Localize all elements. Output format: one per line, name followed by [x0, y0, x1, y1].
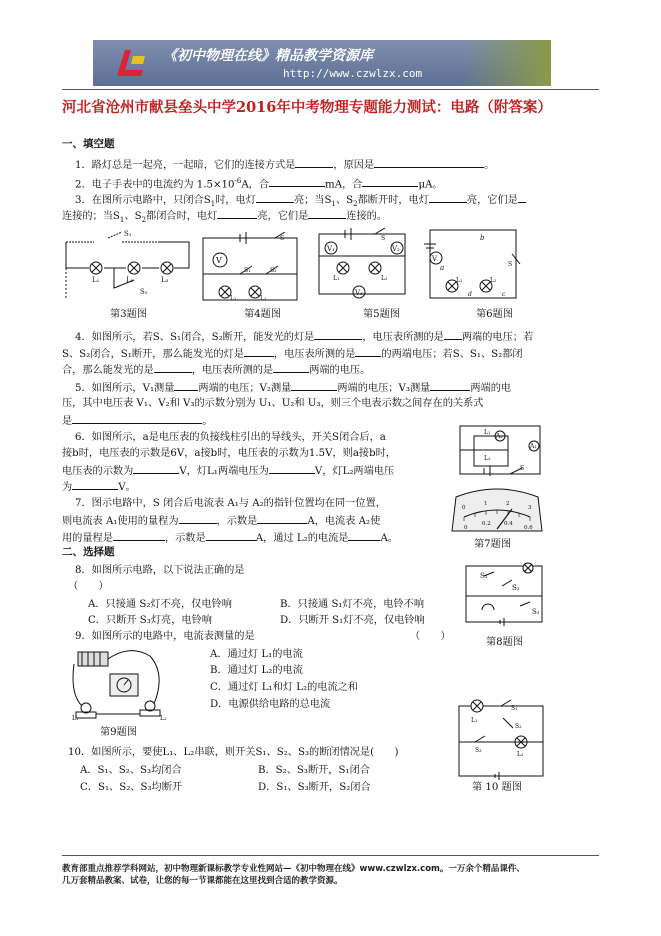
- question-9-paren: （ ）: [410, 631, 451, 642]
- svg-text:S₁: S₁: [244, 267, 251, 274]
- svg-text:L₁: L₁: [471, 717, 478, 724]
- svg-text:V₁: V₁: [327, 245, 335, 253]
- question-5-line-2: 压，其中电压表 V₁、V₂和 V₃的示数分别为 U₁、U₂和 U₃，则三个电表示数之间存在的关系式: [62, 398, 484, 409]
- page-title: 河北省沧州市献县垒头中学2016年中考物理专题能力测试：电路（附答案）: [62, 99, 552, 116]
- svg-text:V: V: [432, 255, 438, 263]
- svg-text:L₂: L₂: [517, 751, 524, 758]
- svg-text:S₃: S₃: [532, 608, 540, 616]
- footer-rule: [62, 855, 599, 856]
- sunflower-image: [461, 40, 551, 86]
- question-9-option-c[interactable]: C．通过灯 L₁和灯 L₂的电流之和: [210, 682, 359, 693]
- dial-scale-upper-1: 1: [484, 501, 488, 507]
- svg-text:S₂: S₂: [515, 723, 522, 730]
- question-10-option-c[interactable]: C．S₁、S₂、S₃均断开: [80, 782, 183, 793]
- logo-icon: [113, 46, 149, 80]
- svg-text:L₂: L₂: [126, 276, 134, 284]
- figure-10-caption: 第 10 题图: [472, 782, 523, 793]
- dial-scale-upper-2: 2: [506, 501, 510, 507]
- figure-3-caption: 第3题图: [110, 309, 148, 320]
- figure-8-caption: 第8题图: [486, 637, 524, 648]
- svg-text:L₂: L₂: [160, 715, 167, 722]
- svg-text:V: V: [216, 256, 222, 265]
- svg-text:L₂: L₂: [381, 275, 388, 282]
- question-5-line-1: 5．如图所示，V₁测量 两端的电压；V₂测量 两端的电压；V₃测量 两端的电: [75, 380, 511, 395]
- svg-text:L₂: L₂: [490, 277, 497, 284]
- question-10-option-d[interactable]: D．S₁、S₃断开，S₂闭合: [258, 782, 371, 793]
- header-rule: [62, 89, 599, 90]
- svg-text:L₁: L₁: [72, 715, 79, 722]
- question-7-line-3: 用的量程是 ，示数是 A，通过 L₂的电流是 A。: [62, 530, 398, 545]
- svg-text:S₂: S₂: [512, 584, 520, 592]
- svg-text:S₁: S₁: [124, 230, 132, 238]
- section-fill-blank: 一、填空题: [62, 138, 115, 150]
- question-8-paren: （ ）: [68, 581, 109, 592]
- footer-line-2: 几万套精品教案、试卷，让您的每一节课都能在这里找到合适的教学资源。: [62, 876, 343, 886]
- question-9-option-b[interactable]: B．通过灯 L₂的电流: [210, 665, 303, 676]
- question-10-stem: 10．如图所示，要使L₁、L₂串联，则开关S₁、S₂、S₃的断闭情况是( ): [68, 747, 399, 758]
- svg-text:S: S: [381, 235, 386, 242]
- svg-text:S: S: [280, 235, 285, 242]
- footer-text: [62, 863, 525, 887]
- svg-text:L₁: L₁: [92, 276, 100, 284]
- figure-9-caption: 第9题图: [100, 727, 138, 738]
- figure-4: [200, 232, 300, 304]
- footer-line-1: 教育部重点推荐学科网站，初中物理新课标教学专业性网站—《初中物理在线》www.czwlzx.com。一万余个精品课件、: [62, 864, 525, 874]
- question-9-option-a[interactable]: A．通过灯 L₁的电流: [210, 649, 303, 660]
- figure-7-ammeter-dial: [450, 487, 545, 535]
- svg-text:A₁: A₁: [530, 443, 537, 450]
- figure-5: [315, 226, 410, 304]
- question-9-stem: 9．如图所示的电路中，电流表测量的是: [75, 631, 255, 642]
- svg-text:b: b: [480, 234, 485, 242]
- svg-text:L₁: L₁: [484, 429, 491, 436]
- svg-text:S₂: S₂: [270, 267, 277, 274]
- question-8-stem: 8．如图所示电路，以下说法正确的是: [75, 565, 245, 576]
- figure-5-caption: 第5题图: [363, 309, 401, 320]
- svg-text:S₁: S₁: [511, 705, 518, 712]
- question-6-line-4: 为 V。: [62, 479, 136, 494]
- question-6-line-3: 电压表的示数为 V，灯L₁两端电压为 V，灯L₂两端电压: [62, 463, 394, 478]
- question-8-option-c[interactable]: C．只断开 S₃灯亮，电铃响: [88, 615, 212, 626]
- question-8-option-d[interactable]: D．只断开 S₁灯不亮，仅电铃响: [280, 615, 425, 626]
- question-2: 2．电子手表中的电流约为 $1.5\times 10^{-6}A$，合 mA，合 μA。: [75, 177, 443, 191]
- banner-url[interactable]: http://www.czwlzx.com: [283, 67, 423, 80]
- question-4-line-2: S、S₂闭合，S₁断开，那么能发光的灯是 ，电压表所测的是 的两端电压；若S、S₁、S₂都闭: [62, 346, 523, 361]
- question-6-line-2: 接b时，电压表的示数是6V，a接b时，电压表的示数为1.5V，则a接b时，: [62, 448, 396, 459]
- question-3-line-1: 3．在图所示电路中，只闭合$S_1$时，电灯 亮；当$S_1$、$S_2$都断开时，电灯 亮，它们是: [75, 192, 526, 211]
- section-multiple-choice: 二、选择题: [62, 546, 115, 558]
- dial-scale-lower-0: 0: [464, 525, 468, 531]
- svg-text:L₁: L₁: [230, 295, 237, 302]
- question-10-option-b[interactable]: B．S₂、S₃断开，S₁闭合: [258, 765, 370, 776]
- figure-3: [64, 228, 194, 303]
- svg-text:L₁: L₁: [456, 277, 463, 284]
- banner-title: 《初中物理在线》精品教学资源库: [163, 48, 373, 64]
- question-3-line-2: 连接的；当$S_1$、$S_2$都闭合时，电灯 亮，它们是 连接的。: [62, 208, 387, 227]
- figure-7-caption: 第7题图: [474, 539, 512, 550]
- svg-text:L₃: L₃: [161, 276, 169, 284]
- svg-text:V₂: V₂: [392, 245, 400, 253]
- question-8-option-a[interactable]: A．只接通 S₂灯不亮，仅电铃响: [88, 599, 232, 610]
- svg-text:d: d: [468, 291, 472, 298]
- svg-text:L₂: L₂: [260, 295, 267, 302]
- figure-10: [455, 698, 547, 780]
- figure-8: [462, 562, 547, 628]
- svg-text:S: S: [508, 261, 513, 268]
- svg-text:S: S: [520, 465, 525, 472]
- svg-text:V₃: V₃: [355, 289, 363, 297]
- question-6-line-1: 6．如图所示，a是电压表的负接线柱引出的导线头，开关S闭合后，a: [75, 432, 386, 443]
- question-7-line-1: 7．图示电路中，S 闭合后电流表 A₁与 A₂的指针位置均在同一位置，: [75, 498, 386, 509]
- dial-scale-upper-0: 0: [462, 505, 466, 511]
- dial-scale-lower-2: 0.4: [504, 521, 513, 527]
- figure-6-caption: 第6题图: [476, 309, 514, 320]
- svg-text:S₃: S₃: [475, 747, 482, 754]
- svg-text:S₁: S₁: [480, 572, 488, 580]
- question-10-option-a[interactable]: A．S₁、S₂、S₃均闭合: [80, 765, 182, 776]
- question-9-option-d[interactable]: D．电源供给电路的总电流: [210, 699, 331, 710]
- svg-text:S₂: S₂: [140, 288, 148, 296]
- figure-9: [70, 644, 170, 722]
- question-7-line-2: 则电流表 A₁使用的量程为 ，示数是 A，电流表 A₂使: [62, 513, 380, 528]
- dial-scale-lower-1: 0.2: [482, 521, 491, 527]
- question-1: 1．路灯总是一起亮，一起暗，它们的连接方式是 ，原因是 。: [75, 157, 494, 172]
- question-5-line-3: 是 。: [62, 413, 212, 428]
- svg-text:a: a: [440, 264, 445, 272]
- figure-6: [422, 224, 522, 304]
- banner: [93, 40, 551, 86]
- question-8-option-b[interactable]: B．只接通 S₁灯不亮，电铃不响: [280, 599, 425, 610]
- svg-text:L₂: L₂: [484, 455, 491, 462]
- svg-text:A₂: A₂: [496, 433, 503, 440]
- svg-text:c: c: [502, 291, 506, 298]
- figure-6b: [450, 422, 545, 480]
- svg-text:L₁: L₁: [333, 275, 340, 282]
- question-4-line-1: 4．如图所示，若S、S₁闭合，S₂断开，能发光的灯是 ，电压表所测的是 两端的电压；若: [75, 329, 533, 344]
- figure-4-caption: 第4题图: [244, 309, 282, 320]
- dial-scale-lower-3: 0.6: [524, 525, 533, 531]
- dial-scale-upper-3: 3: [528, 505, 532, 511]
- question-4-line-3: 合，那么能发光的是 ，电压表所测的是 两端的电压。: [62, 362, 370, 377]
